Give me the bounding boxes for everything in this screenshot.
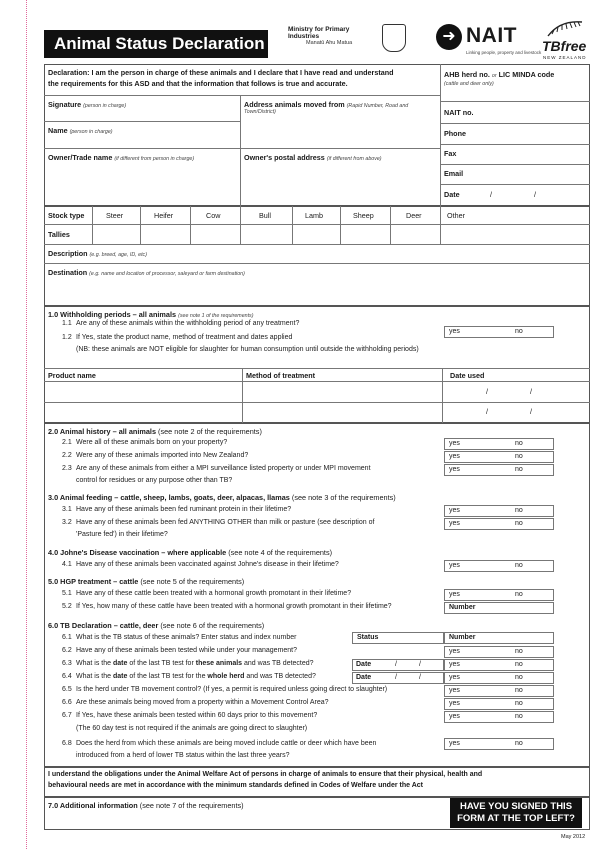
yes-no-6-5[interactable]: yes no [444, 685, 554, 697]
email-field[interactable]: Email [444, 169, 464, 178]
stock-type-label: Stock type [48, 211, 85, 220]
owner-field[interactable]: Owner/Trade name (if different from person in charge) [48, 153, 195, 162]
postal-address-field[interactable]: Owner's postal address (if different from above) [244, 153, 382, 162]
yes-no-6-6[interactable]: yes no [444, 698, 554, 710]
yes-no-6-3[interactable]: yes no [444, 659, 554, 671]
coat-of-arms-icon [382, 24, 406, 52]
arrow-right-icon: ➜ [436, 24, 462, 50]
section-3-title: 3.0 Animal feeding – cattle, sheep, lambs, goats, deer, alpacas, llamas (see note 3 of the requirements) [48, 493, 396, 502]
yes-no-6-4[interactable]: yes no [444, 672, 554, 684]
question-3-2-cont: 'Pasture fed') in their lifetime? [76, 531, 168, 538]
form-date: May 2012 [561, 834, 586, 840]
question-4-1: 4.1 Have any of these animals been vaccinated against Johne's disease in their lifetime? [62, 561, 339, 568]
stock-type-sheep: Sheep [353, 211, 374, 220]
question-6-7-note: (The 60 day test is not required if the animals are going direct to slaughter) [76, 725, 308, 732]
question-6-3: 6.3 What is the date of the last TB test for these animals and was TB detected? [62, 660, 314, 667]
question-6-4: 6.4 What is the date of the last TB test for the whole herd and was TB detected? [62, 673, 316, 680]
yes-no-2-1[interactable]: yes no [444, 438, 554, 450]
welfare-line1: I understand the obligations under the Animal Welfare Act of persons in charge of animals to ensure that their physical, health and [48, 771, 483, 778]
date-field[interactable]: Date [444, 190, 460, 199]
product-name-header: Product name [48, 371, 96, 380]
stock-type-heifer: Heifer [154, 211, 174, 220]
form-title: Animal Status Declaration [44, 30, 268, 58]
yes-no-2-3[interactable]: yes no [444, 464, 554, 476]
yes-no-5-1[interactable]: yes no [444, 589, 554, 601]
question-6-8-cont: introduced from a herd of lower TB status within the last three years? [76, 752, 290, 759]
date-separator: / [530, 407, 532, 416]
tbfree-name: TBfree [542, 38, 587, 54]
tb-index-number-field[interactable]: Number [444, 632, 554, 644]
nait-logo [436, 22, 542, 62]
fax-field[interactable]: Fax [444, 149, 457, 158]
question-3-1: 3.1 Have any of these animals been fed ruminant protein in their lifetime? [62, 506, 292, 513]
address-note: Town/District) [244, 109, 276, 115]
question-3-2: 3.2 Have any of these animals been fed ANYTHING OTHER than milk or pasture (see description of [62, 519, 375, 526]
mpi-logo [288, 26, 380, 46]
question-6-6: 6.6 Are these animals being moved from a property within a Movement Control Area? [62, 699, 329, 706]
date-separator: / [534, 190, 536, 199]
stock-type-cow: Cow [206, 211, 221, 220]
yes-no-6-8[interactable]: yes no [444, 738, 554, 750]
section-1-title: 1.0 Withholding periods – all animals (see note 1 of the requirements) [48, 310, 254, 319]
method-header: Method of treatment [246, 371, 316, 380]
mpi-maori-name: Manatū Ahu Matua [306, 40, 353, 46]
tbfree-subtitle: NEW ZEALAND [543, 55, 587, 60]
stock-type-bull: Bull [259, 211, 271, 220]
question-6-7: 6.7 If Yes, have these animals been tested within 60 days prior to this movement? [62, 712, 318, 719]
section-7-title: 7.0 Additional information (see note 7 of the requirements) [48, 801, 244, 810]
stock-type-deer: Deer [406, 211, 422, 220]
reminder-line1: HAVE YOU SIGNED THIS [459, 801, 573, 812]
question-2-3-cont: control for residues or any purpose other than TB? [76, 477, 233, 484]
date-separator: / [490, 190, 492, 199]
signature-reminder [450, 798, 582, 828]
yes-no-6-2[interactable]: yes no [444, 646, 554, 658]
herd-test-date-field[interactable]: Date / / [352, 672, 444, 684]
section-2-title: 2.0 Animal history – all animals (see note 2 of the requirements) [48, 427, 262, 436]
destination-field[interactable]: Destination (e.g. name and location of processor, saleyard or farm destination) [48, 268, 245, 277]
nait-number-field[interactable]: NAIT no. [444, 108, 474, 117]
tbfree-logo [540, 18, 590, 64]
signature-field[interactable]: Signature (person in charge) [48, 100, 127, 109]
section-6-title: 6.0 TB Declaration – cattle, deer (see note 6 of the requirements) [48, 621, 265, 630]
ahb-note: (cattle and deer only) [444, 81, 494, 87]
date-separator: / [530, 387, 532, 396]
nait-name: NAIT [466, 24, 517, 47]
question-2-1: 2.1 Were all of these animals born on your property? [62, 439, 228, 446]
question-6-5: 6.5 Is the herd under TB movement control? (If yes, a permit is required unless going direct to slaughter) [62, 686, 388, 693]
question-2-3: 2.3 Are any of these animals from either a MPI surveillance listed property or under MPI movement [62, 465, 371, 472]
phone-field[interactable]: Phone [444, 129, 466, 138]
question-5-1: 5.1 Have any of these cattle been treated with a hormonal growth promotant in their lifetime? [62, 590, 352, 597]
fern-icon [546, 18, 584, 38]
stock-type-other: Other [447, 211, 465, 220]
question-1-1: 1.1 Are any of these animals within the withholding period of any treatment? [62, 320, 300, 327]
yes-no-4-1[interactable]: yes no [444, 560, 554, 572]
tb-status-field[interactable]: Status [352, 632, 444, 644]
section-4-title: 4.0 Johne's Disease vaccination – where applicable (see note 4 of the requirements) [48, 548, 333, 557]
test-date-field[interactable]: Date / / [352, 659, 444, 671]
yes-no-2-2[interactable]: yes no [444, 451, 554, 463]
question-6-8: 6.8 Does the herd from which these animals are being moved include cattle or deer which have been [62, 740, 377, 747]
date-separator: / [486, 387, 488, 396]
date-separator: / [486, 407, 488, 416]
date-used-header: Date used [450, 371, 485, 380]
yes-no-1-1[interactable]: yes no [444, 326, 554, 338]
stock-type-steer: Steer [106, 211, 124, 220]
ahb-herd-label: AHB herd no. or LIC MINDA code [444, 70, 555, 79]
declaration-text-line2: the requirements for this ASD and that the information that follows is true and accurate. [48, 79, 348, 88]
question-1-2-nb: (NB: these animals are NOT eligible for slaughter for human consumption until outside the withholding periods) [76, 346, 419, 353]
question-2-2: 2.2 Were any of these animals imported into New Zealand? [62, 452, 249, 459]
mpi-name: Ministry for Primary Industries [288, 26, 350, 40]
section-5-title: 5.0 HGP treatment – cattle (see note 5 of the requirements) [48, 577, 245, 586]
question-6-1: 6.1 What is the TB status of these animals? Enter status and index number [62, 634, 297, 641]
description-field[interactable]: Description (e.g. breed, age, ID, etc) [48, 249, 147, 258]
yes-no-3-1[interactable]: yes no [444, 505, 554, 517]
question-1-2: 1.2 If Yes, state the product name, method of treatment and dates applied [62, 334, 293, 341]
yes-no-6-7[interactable]: yes no [444, 711, 554, 723]
yes-no-3-2[interactable]: yes no [444, 518, 554, 530]
address-field[interactable]: Address animals moved from (Rapid Number, Road and [244, 100, 409, 109]
question-6-2: 6.2 Have any of these animals been tested while under your management? [62, 647, 298, 654]
welfare-line2: behavioural needs are met in accordance with the minimum standards defined in Codes of Welfare under the Act [48, 782, 423, 789]
question-5-2: 5.2 If Yes, how many of these cattle have been treated with a hormonal growth promotant in their lifetime? [62, 603, 392, 610]
hgp-number-field[interactable]: Number [444, 602, 554, 614]
stock-type-lamb: Lamb [305, 211, 323, 220]
nait-tagline: Linking people, property and livestock [466, 50, 542, 55]
tallies-label[interactable]: Tallies [48, 230, 70, 239]
declaration-text-line1: Declaration: I am the person in charge of these animals and I declare that I have read and understand [48, 68, 394, 77]
name-field[interactable]: Name (person in charge) [48, 126, 113, 135]
reminder-line2: FORM AT THE TOP LEFT? [457, 813, 575, 824]
margin-line [26, 0, 27, 849]
